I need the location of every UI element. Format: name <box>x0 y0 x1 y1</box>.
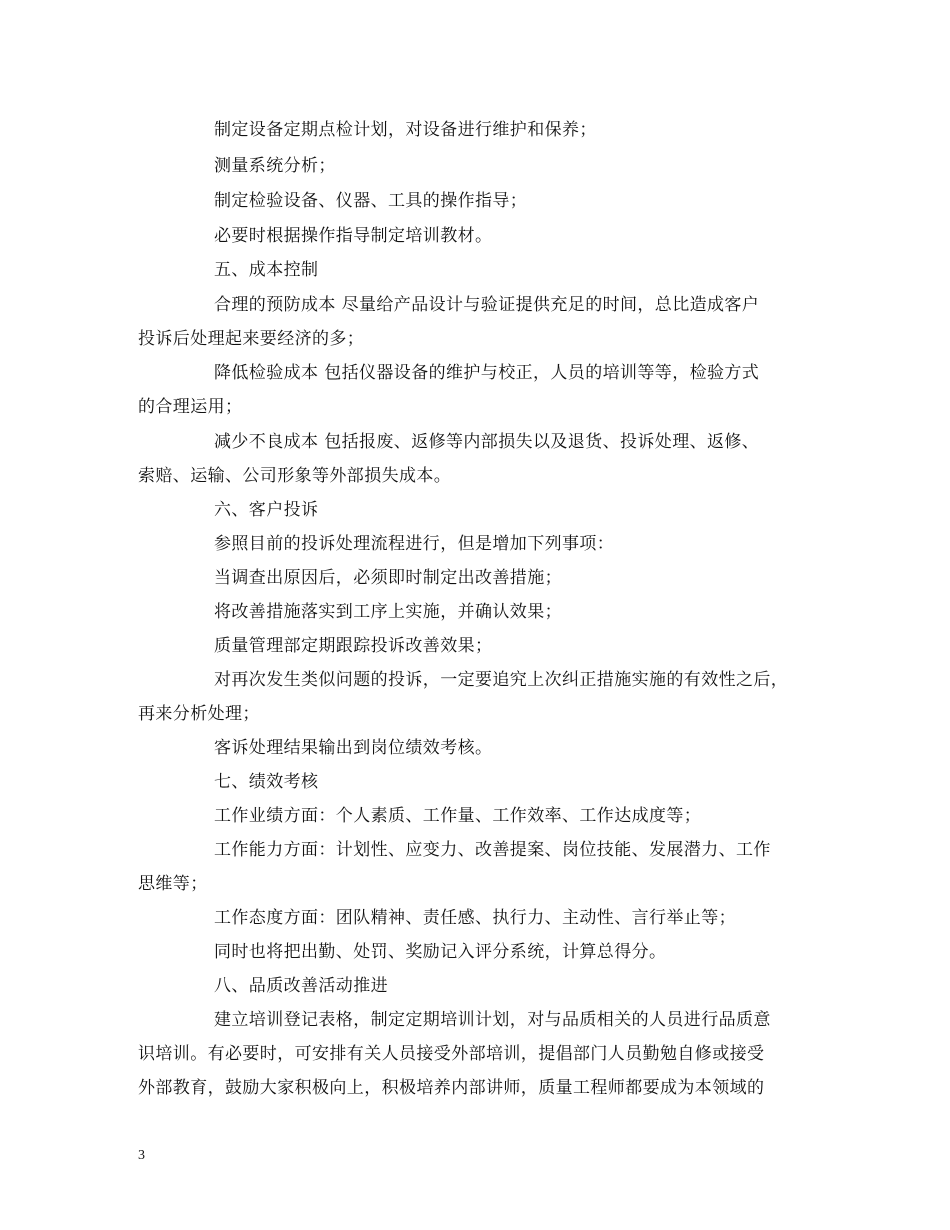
section-heading: 六、客户投诉 <box>214 500 319 520</box>
paragraph-line: 对再次发生类似问题的投诉，一定要追究上次纠正措施实施的有效性之后， <box>214 670 789 690</box>
paragraph-line: 制定设备定期点检计划，对设备进行维护和保养； <box>214 120 597 140</box>
section-heading: 五、成本控制 <box>214 260 319 280</box>
paragraph-line: 合理的预防成本 尽量给产品设计与验证提供充足的时间，总比造成客户 <box>214 295 760 315</box>
paragraph-line: 索赔、运输、公司形象等外部损失成本。 <box>138 466 452 486</box>
paragraph-line: 建立培训登记表格，制定定期培训计划，对与品质相关的人员进行品质意 <box>214 1010 771 1030</box>
paragraph-line: 将改善措施落实到工序上实施，并确认效果； <box>214 602 562 622</box>
paragraph-line: 外部教育，鼓励大家积极向上，积极培养内部讲师，质量工程师都要成为本领域的 <box>138 1078 765 1098</box>
paragraph-line: 客诉处理结果输出到岗位绩效考核。 <box>214 738 493 758</box>
paragraph-line: 的合理运用； <box>138 397 243 417</box>
paragraph-line: 参照目前的投诉处理流程进行，但是增加下列事项： <box>214 534 615 554</box>
paragraph-line: 识培训。有必要时，可安排有关人员接受外部培训，提倡部门人员勤勉自修或接受 <box>138 1044 765 1064</box>
paragraph-line: 工作态度方面：团队精神、责任感、执行力、主动性、言行举止等； <box>214 908 736 928</box>
paragraph-line: 思维等； <box>138 874 208 894</box>
paragraph-line: 降低检验成本 包括仪器设备的维护与校正，人员的培训等等，检验方式 <box>214 363 760 383</box>
paragraph-line: 工作业绩方面：个人素质、工作量、工作效率、工作达成度等； <box>214 806 702 826</box>
section-heading: 七、绩效考核 <box>214 772 319 792</box>
paragraph-line: 必要时根据操作指导制定培训教材。 <box>214 226 493 246</box>
paragraph-line: 减少不良成本 包括报废、返修等内部损失以及退货、投诉处理、返修、 <box>214 432 760 452</box>
paragraph-line: 测量系统分析； <box>214 156 336 176</box>
paragraph-line: 当调查出原因后，必须即时制定出改善措施； <box>214 568 562 588</box>
paragraph-line: 质量管理部定期跟踪投诉改善效果； <box>214 636 493 656</box>
paragraph-line: 同时也将把出勤、处罚、奖励记入评分系统，计算总得分。 <box>214 942 667 962</box>
page-number: 3 <box>138 1148 145 1163</box>
paragraph-line: 投诉后处理起来要经济的多； <box>138 329 365 349</box>
section-heading: 八、品质改善活动推进 <box>214 976 388 996</box>
paragraph-line: 制定检验设备、仪器、工具的操作指导； <box>214 191 528 211</box>
paragraph-line: 工作能力方面：计划性、应变力、改善提案、岗位技能、发展潜力、工作 <box>214 840 771 860</box>
paragraph-line: 再来分析处理； <box>138 704 260 724</box>
